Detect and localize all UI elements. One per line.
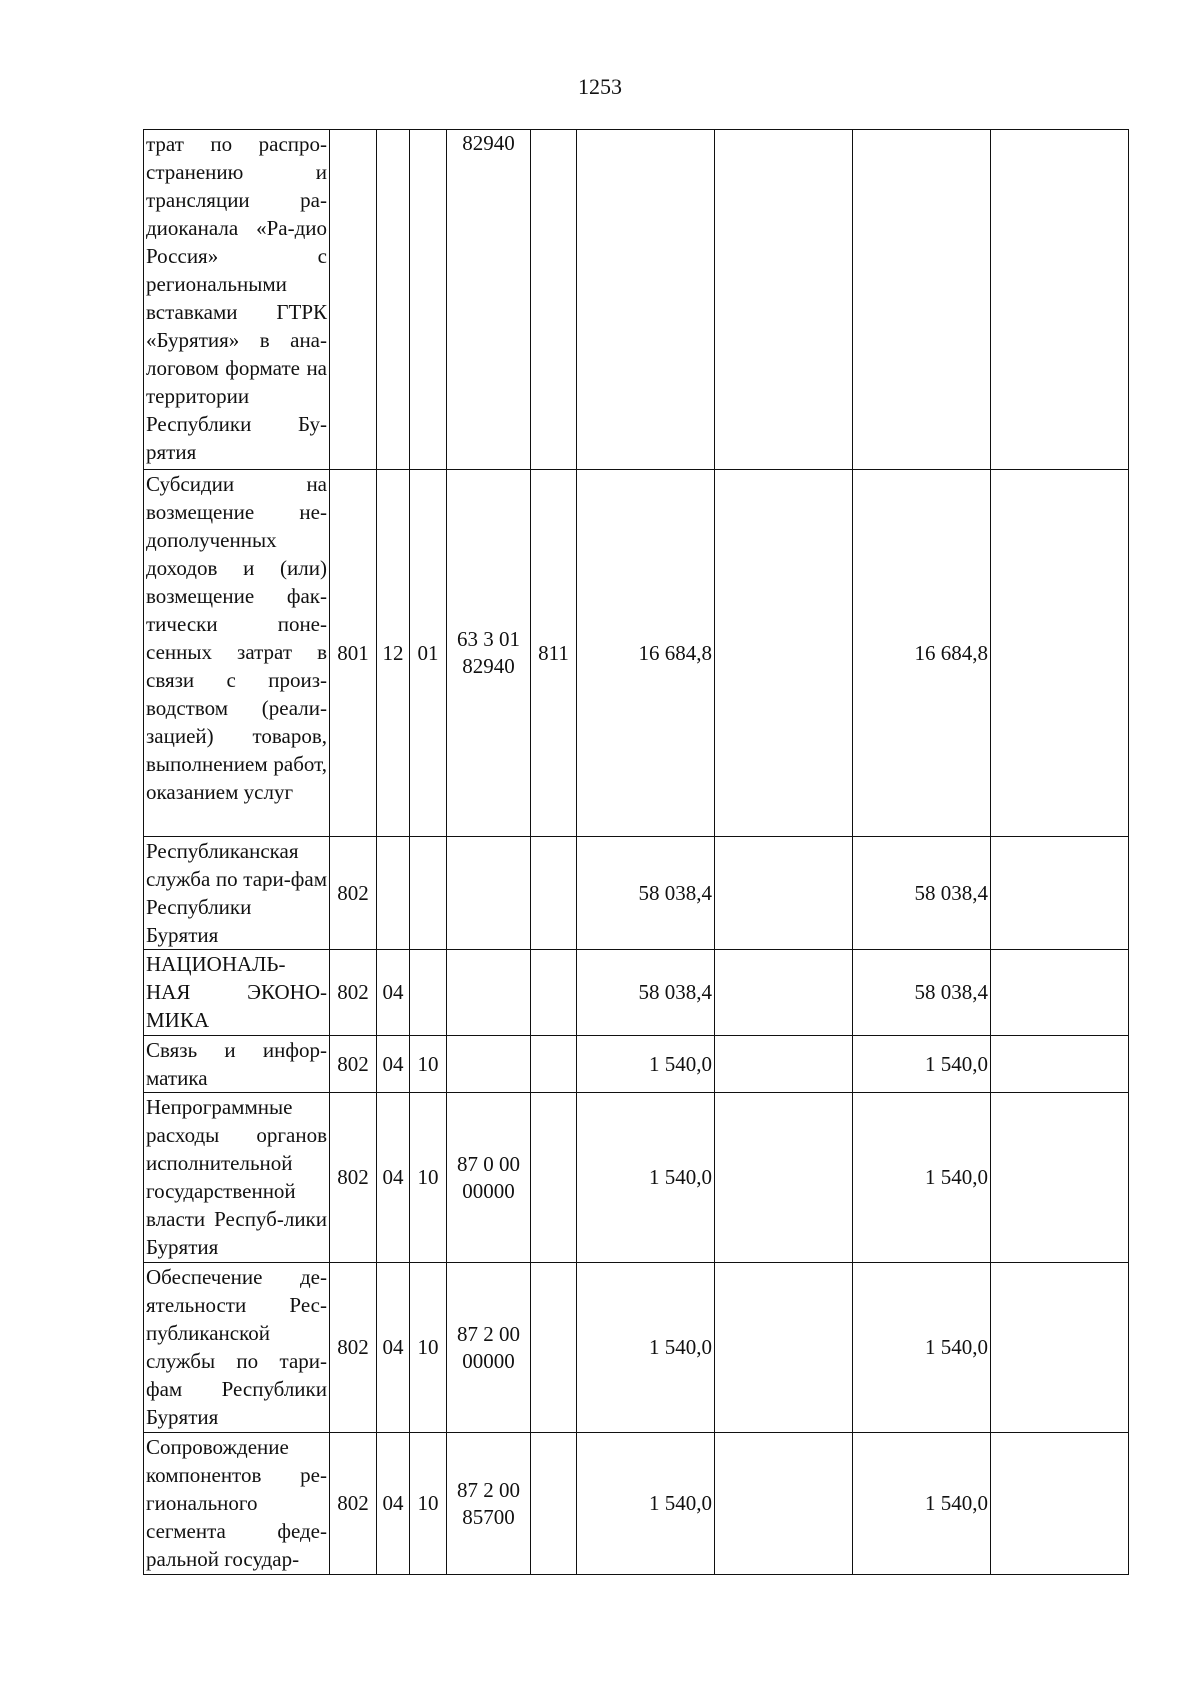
admin-code: 802	[330, 950, 377, 1036]
target-code-line1: 87 0 00	[457, 1151, 520, 1176]
expense-type-code	[531, 1263, 577, 1433]
section-code: 04	[377, 950, 410, 1036]
amount-cell-b	[715, 1036, 853, 1093]
target-code-line2: 82940	[462, 654, 515, 678]
amount-cell-d	[991, 1036, 1129, 1093]
target-code-line2: 00000	[462, 1348, 515, 1373]
subsection-code	[410, 130, 447, 470]
expense-type-code	[531, 1093, 577, 1263]
table-row	[144, 1093, 1129, 1263]
amount-cell-b	[715, 1433, 853, 1575]
subsection-code: 10	[410, 1036, 447, 1093]
target-code	[447, 837, 531, 950]
target-code	[447, 1433, 531, 1575]
row-name: трат по распро-странению и трансляции ра-диоканала «Ра-дио Россия» с региональными вставками ГТРК «Бурятия» в ана-логовом формате на территории Республики Бу-рятия	[144, 130, 330, 470]
row-name: Непрограммные расходы органов исполнительной государственной власти Респуб-лики Бурятия	[144, 1093, 330, 1263]
amount-cell-b	[715, 837, 853, 950]
section-code: 04	[377, 1036, 410, 1093]
target-code-line2: 00000	[462, 1178, 515, 1203]
amount-cell-c: 58 038,4	[853, 837, 991, 950]
subsection-code: 10	[410, 1433, 447, 1575]
amount-cell-b	[715, 950, 853, 1036]
expense-type-code	[531, 130, 577, 470]
row-name: НАЦИОНАЛЬ-НАЯ ЭКОНО-МИКА	[144, 950, 330, 1036]
admin-code: 802	[330, 1433, 377, 1575]
budget-table	[143, 129, 1129, 1575]
table-row	[144, 130, 1129, 470]
table-row	[144, 1263, 1129, 1433]
admin-code: 802	[330, 1036, 377, 1093]
section-code: 12	[377, 470, 410, 837]
table-row	[144, 950, 1129, 1036]
amount-cell-b	[715, 1093, 853, 1263]
amount-cell: 16 684,8	[577, 470, 715, 837]
amount-cell-b	[715, 470, 853, 837]
subsection-code	[410, 950, 447, 1036]
admin-code: 801	[330, 470, 377, 837]
section-code: 04	[377, 1433, 410, 1575]
target-code	[447, 950, 531, 1036]
expense-type-code	[531, 837, 577, 950]
subsection-code: 10	[410, 1263, 447, 1433]
amount-cell-d	[991, 837, 1129, 950]
amount-cell: 1 540,0	[577, 1263, 715, 1433]
amount-cell: 58 038,4	[577, 950, 715, 1036]
section-code: 04	[377, 1263, 410, 1433]
amount-cell: 1 540,0	[577, 1093, 715, 1263]
section-code: 04	[377, 1093, 410, 1263]
admin-code: 802	[330, 837, 377, 950]
subsection-code: 01	[410, 470, 447, 837]
table-row	[144, 1433, 1129, 1575]
row-name: Сопровождение компонентов ре-гионального сегмента феде-ральной государ-	[144, 1433, 330, 1575]
expense-type-code	[531, 1433, 577, 1575]
amount-cell-d	[991, 470, 1129, 837]
row-name: Субсидии на возмещение не-дополученных доходов и (или) возмещение фак-тически поне-сенных затрат в связи с произ-водством (реали-зацией) товаров, выполнением работ, оказанием услуг	[144, 470, 330, 837]
target-code-line2: 82940	[462, 131, 515, 155]
amount-cell: 1 540,0	[577, 1036, 715, 1093]
page-number: 1253	[578, 74, 622, 99]
target-code-line1: 63 3 01	[457, 627, 520, 651]
amount-cell-d	[991, 130, 1129, 470]
subsection-code	[410, 837, 447, 950]
amount-cell-d	[991, 950, 1129, 1036]
amount-cell: 1 540,0	[577, 1433, 715, 1575]
target-code-line1: 87 2 00	[457, 1477, 520, 1502]
amount-cell-d	[991, 1263, 1129, 1433]
target-code	[447, 1093, 531, 1263]
amount-cell	[577, 130, 715, 470]
table-row	[144, 470, 1129, 837]
expense-type-code	[531, 1036, 577, 1093]
expense-type-code	[531, 950, 577, 1036]
section-code	[377, 130, 410, 470]
admin-code: 802	[330, 1093, 377, 1263]
amount-cell-c: 1 540,0	[853, 1433, 991, 1575]
amount-cell-c: 1 540,0	[853, 1263, 991, 1433]
subsection-code: 10	[410, 1093, 447, 1263]
amount-cell-c: 16 684,8	[853, 470, 991, 837]
amount-cell-d	[991, 1093, 1129, 1263]
admin-code	[330, 130, 377, 470]
amount-cell: 58 038,4	[577, 837, 715, 950]
target-code	[447, 1263, 531, 1433]
row-name: Связь и инфор-матика	[144, 1036, 330, 1093]
amount-cell-b	[715, 1263, 853, 1433]
section-code	[377, 837, 410, 950]
row-name: Обеспечение де-ятельности Рес-публиканской службы по тари-фам Республики Бурятия	[144, 1263, 330, 1433]
table-row	[144, 1036, 1129, 1093]
target-code	[447, 130, 531, 470]
amount-cell-b	[715, 130, 853, 470]
amount-cell-d	[991, 1433, 1129, 1575]
admin-code: 802	[330, 1263, 377, 1433]
target-code	[447, 470, 531, 837]
target-code	[447, 1036, 531, 1093]
amount-cell-c: 1 540,0	[853, 1036, 991, 1093]
amount-cell-c: 1 540,0	[853, 1093, 991, 1263]
target-code-line2: 85700	[462, 1504, 515, 1529]
target-code-line1: 87 2 00	[457, 1321, 520, 1346]
expense-type-code: 811	[531, 470, 577, 837]
amount-cell-c: 58 038,4	[853, 950, 991, 1036]
table-row	[144, 837, 1129, 950]
amount-cell-c	[853, 130, 991, 470]
row-name: Республиканская служба по тари-фам Республики Бурятия	[144, 837, 330, 950]
